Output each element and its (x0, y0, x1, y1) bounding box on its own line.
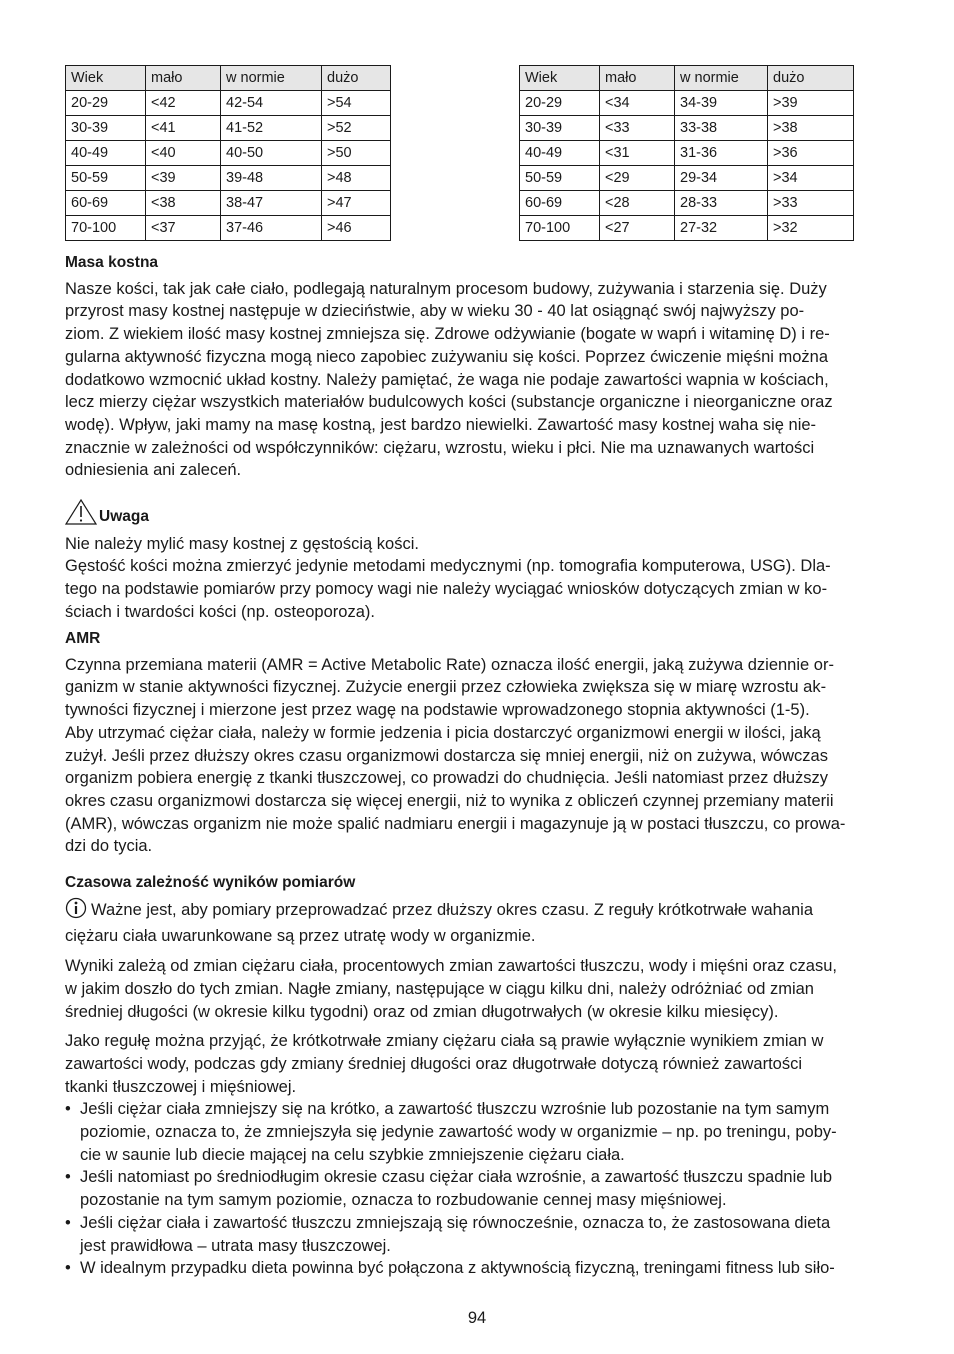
table-cell: 41-52 (221, 116, 322, 141)
section-warning (65, 499, 895, 624)
bullet-marker: • (65, 1213, 71, 1232)
list-item (65, 1098, 895, 1166)
table-cell: >38 (768, 116, 854, 141)
text-line: Czynna przemiana materii (AMR = Active Metabolic Rate) oznacza ilość energii, jaką zużywa dziennie or- (65, 655, 834, 674)
table-cell: 28-33 (675, 191, 768, 216)
text-line: Wyniki zależą od zmian ciężaru ciała, procentowych zmian zawartości tłuszczu, wody i mięśni oraz czasu, (65, 957, 837, 976)
table-cell: >52 (322, 116, 391, 141)
table-cell: >46 (322, 216, 391, 241)
table-cell: 37-46 (221, 216, 322, 241)
table-row (66, 141, 391, 166)
warning-heading: Uwaga (99, 508, 149, 525)
table-cell: 40-49 (520, 141, 600, 166)
header-cell-high: dużo (768, 66, 854, 91)
text-line: Aby utrzymać ciężar ciała, należy w formie jedzenia i picia dostarczyć organizmowi energii w ilości, jaką (65, 723, 821, 742)
table-body (520, 91, 854, 241)
header-cell-age: Wiek (66, 66, 146, 91)
text-line: Nasze kości, tak jak całe ciało, podlegają naturalnym procesom budowy, zużywania i starzenia się. Duży (65, 279, 827, 298)
list-item-text: Jeśli ciężar ciała i zawartość tłuszczu zmniejszają się równocześnie, oznacza to, że zastosowana dieta (80, 1213, 831, 1232)
section-bone-mass (65, 252, 895, 482)
table-cell: <39 (146, 166, 221, 191)
table-cell: 30-39 (520, 116, 600, 141)
text-line: tkanki tłuszczowej i mięśniowej. (65, 1077, 297, 1096)
table-cell: 50-59 (520, 166, 600, 191)
list-item (65, 1166, 895, 1211)
reference-table-left (65, 65, 391, 241)
table-cell: 31-36 (675, 141, 768, 166)
bullet-marker: • (65, 1100, 71, 1119)
list-item (65, 1212, 895, 1257)
text-line: Gęstość kości można zmierzyć jedynie metodami medycznymi (np. tomografia komputerowa, USG). Dla- (65, 557, 831, 576)
text-line: przyrost masy kostnej następuje w dzieciństwie, aby w wieku 30 - 40 lat osiągnąć swój najwyższy po- (65, 302, 805, 321)
warning-heading-line (65, 499, 895, 533)
header-cell-high: dużo (322, 66, 391, 91)
table-cell: 20-29 (520, 91, 600, 116)
info-line (65, 897, 895, 926)
text-line: okres czasu organizmowi dostarcza się więcej energii, niż to wynika z obliczeń czynnej przemiany materii (65, 791, 834, 810)
text-line: wodę). Wpływ, jaki mamy na masę kostną, jest bardzo niewielki. Zawartość masy kostnej waha się nie- (65, 415, 817, 434)
table-cell: >48 (322, 166, 391, 191)
list-item-line (65, 1257, 895, 1280)
page-number: 94 (467, 1309, 487, 1327)
list-item-line (65, 1166, 895, 1189)
table-cell: 20-29 (66, 91, 146, 116)
text-line: ziom. Z wiekiem ilość masy kostnej zmniejsza się. Zdrowe odżywianie (bogate w wapń i witaminę D) i re- (65, 325, 830, 344)
info-text: Ważne jest, aby pomiary przeprowadzać przez dłuższy okres czasu. Z reguły krótkotrwałe wahania (91, 900, 814, 919)
text-line: w jakim doszło do tych zmian. Nagłe zmiany, następujące w ciągu kilku dni, należy odróżniać od zmian (65, 979, 814, 998)
text-line: (AMR), wówczas organizm nie może spalić nadmiaru energii i magazynuje ją w postaci tłuszczu, co prowa- (65, 814, 846, 833)
header-cell-low: mało (146, 66, 221, 91)
text-line: gularna aktywność fizyczna mogą nieco zapobiec zużywaniu się kości. Poprzez ćwiczenie mięśni można (65, 347, 829, 366)
table-cell: >54 (322, 91, 391, 116)
bullet-list (65, 1098, 895, 1280)
table-row (520, 166, 854, 191)
table-cell: 29-34 (675, 166, 768, 191)
list-item-text: Jeśli natomiast po średniodługim okresie czasu ciężar ciała wzrośnie, a zawartość tłuszczu spadnie lub (80, 1168, 833, 1187)
table-cell: 50-59 (66, 166, 146, 191)
section-heading: AMR (65, 630, 101, 647)
table-cell: 70-100 (66, 216, 146, 241)
list-item-line: pozostanie na tym samym poziomie, oznacza to rozbudowanie cennej masy mięśniowej. (80, 1191, 727, 1210)
text-line: zawartości wody, podczas gdy zmiany średniej długości oraz długotrwałe dotyczą również zawartości (65, 1054, 803, 1073)
reference-table-right (519, 65, 854, 241)
table-cell: 40-50 (221, 141, 322, 166)
list-item-line (65, 1098, 895, 1121)
table-row (520, 191, 854, 216)
text-line: ściach i twardości kości (np. osteoporoza). (65, 602, 375, 621)
text-line: dodatkowo wzmocnić układ kostny. Należy pamiętać, że waga nie podaje zawartości wapnia w kościach, (65, 370, 829, 389)
info-text: ciężaru ciała uwarunkowane są przez utratę wody w organizmie. (65, 927, 536, 946)
section-time-dependence (65, 872, 895, 1280)
section-amr (65, 628, 895, 858)
paragraph (65, 955, 895, 1023)
info-icon (65, 897, 91, 926)
table-cell: 34-39 (675, 91, 768, 116)
header-cell-age: Wiek (520, 66, 600, 91)
table-row (66, 216, 391, 241)
warning-body (65, 533, 895, 624)
table-cell: <42 (146, 91, 221, 116)
table-cell: >50 (322, 141, 391, 166)
table-cell: 39-48 (221, 166, 322, 191)
table-row (520, 141, 854, 166)
section-body (65, 278, 895, 482)
table-cell: 40-49 (66, 141, 146, 166)
table-cell: <34 (600, 91, 675, 116)
warning-triangle-icon (65, 499, 99, 533)
table-cell: <37 (146, 216, 221, 241)
text-line: organizm pobiera energię z tkanki tłuszczowej, co prowadzi do chudnięcia. Jeśli natomiast przez dłuższy (65, 769, 829, 788)
table-cell: 38-47 (221, 191, 322, 216)
table-cell: 60-69 (520, 191, 600, 216)
text-line: znacznie w zależności od współczynników: ciężaru, wzrostu, wieku i płci. Nie ma uznawanych wartości (65, 438, 815, 457)
list-item (65, 1257, 895, 1280)
table-cell: >34 (768, 166, 854, 191)
text-line: średniej długości (w okresie kilku tygodni) oraz od zmian długotrwałych (w okresie kilku miesięcy). (65, 1002, 779, 1021)
table-row (520, 216, 854, 241)
table-cell: <27 (600, 216, 675, 241)
table-row (66, 91, 391, 116)
table-header-row (66, 66, 391, 91)
paragraph (65, 1030, 895, 1098)
text-line: ganizm w stanie aktywności fizycznej. Zużycie energii przez człowieka zwiększa się w miarę wzrostu ak- (65, 678, 827, 697)
table-row (66, 191, 391, 216)
table-cell: <41 (146, 116, 221, 141)
table-cell: <33 (600, 116, 675, 141)
table-cell: <38 (146, 191, 221, 216)
table-cell: 60-69 (66, 191, 146, 216)
table-body (66, 91, 391, 241)
header-cell-normal: w normie (221, 66, 322, 91)
text-line: Nie należy mylić masy kostnej z gęstością kości. (65, 534, 419, 553)
text-line: Jako regułę można przyjąć, że krótkotrwałe zmiany ciężaru ciała są prawie wyłącznie wynikiem zmian w (65, 1032, 824, 1051)
list-item-line (65, 1212, 895, 1235)
text-line: zużył. Jeśli przez dłuższy okres czasu organizmowi dostarcza się mniej energii, niż on zużywa, wówczas (65, 746, 828, 765)
bullet-marker: • (65, 1168, 71, 1187)
text-line: tego na podstawie pomiarów przy pomocy wagi nie należy wyciągać wniosków dotyczących zmian w ko- (65, 580, 828, 599)
table-cell: 42-54 (221, 91, 322, 116)
table-cell: >47 (322, 191, 391, 216)
table-cell: 30-39 (66, 116, 146, 141)
section-body (65, 654, 895, 858)
list-item-line: cie w saunie lub diecie mającej na celu szybkie zmniejszenie ciężaru ciała. (80, 1145, 625, 1164)
table-cell: <29 (600, 166, 675, 191)
table-cell: <31 (600, 141, 675, 166)
table-row (66, 166, 391, 191)
table-header-row (520, 66, 854, 91)
list-item-line: jest prawidłowa – utrata masy tłuszczowej. (80, 1236, 391, 1255)
table-cell: 27-32 (675, 216, 768, 241)
list-item-text: W idealnym przypadku dieta powinna być połączona z aktywnością fizyczną, treningami fitness lub siło- (80, 1259, 835, 1278)
text-line: lecz mierzy ciężar wszystkich materiałów budulcowych kości (substancje organiczne i nieorganiczne oraz (65, 393, 833, 412)
table-cell: <40 (146, 141, 221, 166)
section-heading: Masa kostna (65, 254, 159, 271)
table-row (66, 116, 391, 141)
text-line: tywności fizycznej i mierzone jest przez wagę na podstawie wprowadzonego stopnia aktywności (1-5). (65, 701, 810, 720)
table-cell: >36 (768, 141, 854, 166)
text-line: odniesienia ani zaleceń. (65, 461, 242, 480)
table-row (520, 116, 854, 141)
table-row (520, 91, 854, 116)
list-item-text: Jeśli ciężar ciała zmniejszy się na krótko, a zawartość tłuszczu wzrośnie lub pozostanie na tym samym (80, 1100, 830, 1119)
table-cell: >39 (768, 91, 854, 116)
table-cell: 70-100 (520, 216, 600, 241)
text-line: dzi do tycia. (65, 837, 153, 856)
header-cell-low: mało (600, 66, 675, 91)
section-heading: Czasowa zależność wyników pomiarów (65, 874, 356, 891)
table-cell: >32 (768, 216, 854, 241)
bullet-marker: • (65, 1259, 71, 1278)
list-item-line: poziomie, oznacza to, że zmniejszyła się jedynie zawartość wody w organizmie – np. po treningu, poby- (80, 1123, 837, 1142)
table-cell: <28 (600, 191, 675, 216)
header-cell-normal: w normie (675, 66, 768, 91)
table-cell: >33 (768, 191, 854, 216)
table-cell: 33-38 (675, 116, 768, 141)
